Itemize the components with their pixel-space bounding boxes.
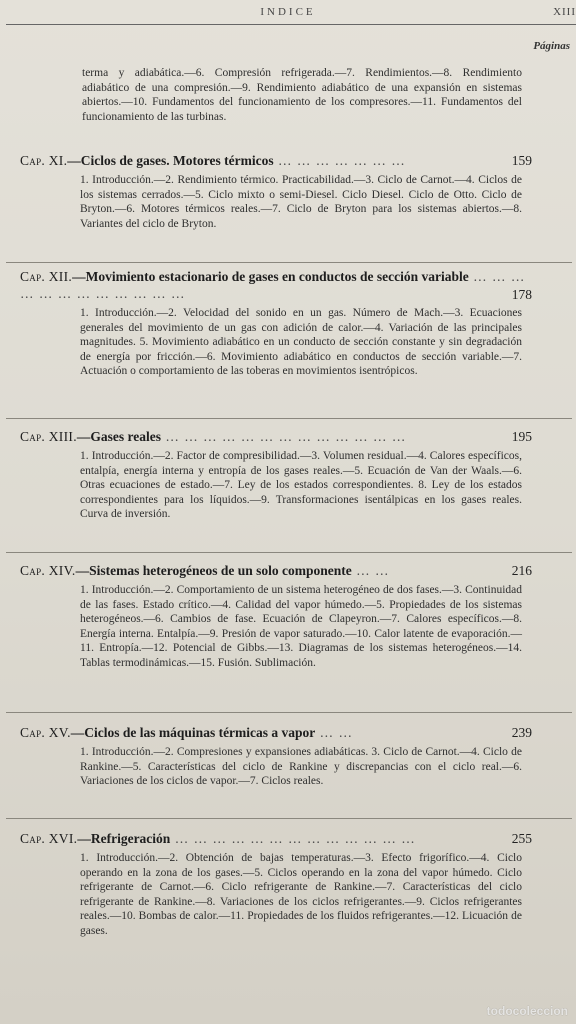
chapter-contents: 1. Introducción.—2. Comportamiento de un sistema heterogéneo de dos fases.—3. Continuidad de las fases. Estado crítico.—4. Calidad del vapor húmedo.—5. Propiedades de los sistemas heterogéneos.—6. Cambios de fase. Ecuación de Clapeyron.—7. Calores específicos.—8. Energía interna. Entalpía.—9. Presión de vapor saturado.—10. Calor latente de evaporación.—11. Entropía.—12. Potencial de Gibbs.—13. Diagramas de los sistemas heterogéneos.—14. Tablas termodinámicas.—15. Fusión. Sublimación. [80,584,522,669]
chapter-title: —Ciclos de las máquinas térmicas a vapor [70,725,316,740]
chapter-heading [20,428,530,445]
chapter-contents: 1. Introducción.—2. Rendimiento térmico. Practicabilidad.—3. Ciclo de Carnot.—4. Ciclos de los sistemas cerrados.—5. Ciclo mixto o semi-Diesel. Ciclo Diesel. Ciclo de Otto. Ciclo de Bryton.—6. Motores térmicos reales.—7. Ciclo de Bryton para los sistemas abiertos.—8. Variantes del ciclo de Bryton. [80,174,522,230]
continued-chapter-body: terma y adiabática.—6. Compresión refrigerada.—7. Rendimientos.—8. Rendimiento adiabático de una compresión.—9. Rendimiento adiabático de una expansión en sistemas abiertos.—10. Fundamentos del funcionamiento de los compresores.—11. Fundamentos del funcionamiento de las turbinas. [82,67,522,123]
chapter-heading [20,152,530,169]
chapter-xii [0,268,576,379]
chapter-heading [20,830,530,847]
chapter-number: Cap. XV. [20,725,71,740]
chapter-page-number: 255 [511,831,532,846]
running-header [0,6,576,24]
chapter-number: Cap. XIII. [20,429,77,444]
chapter-xi [0,152,576,231]
chapter-title: —Sistemas heterogéneos de un solo componente [75,563,352,578]
chapter-heading [20,268,530,302]
chapter-contents: 1. Introducción.—2. Factor de compresibilidad.—3. Volumen residual.—4. Calores específicos, entalpía, energía interna y entropía de los gases reales.—5. Ecuación de Van der Waals.—6. Otras ecuaciones de estado.—7. Ley de los estados correspondientes. 8. Ley de los estados correspondientes para los líquidos.—9. Transformaciones isentálpicas en los gases reales. Curva de inversión. [80,450,522,521]
header-page-number: XIII [553,6,576,18]
chapter-page-number: 195 [511,429,532,444]
pages-column-label: Páginas [533,40,570,52]
chapter-contents: 1. Introducción.—2. Obtención de bajas temperaturas.—3. Efecto frigorífico.—4. Ciclo operando en la zona de los gases.—5. Ciclos operando en la zona del vapor húmedo. Ciclo refrigerante de Carnot.—6. Ciclo refrigerante de Rankine.—7. Características del ciclo refrigerante de Rankine.—8. Variaciones de los ciclos refrigerantes.—9. Ciclos refrigerantes reales.—10. Bombas de calor.—11. Propiedades de los fluidos refrigerantes.—12. Licuación de gases. [80,852,522,937]
chapter-title: —Ciclos de gases. Motores térmicos [67,153,274,168]
leader-dots: … … … … … … … [273,153,406,168]
chapter-xiii [0,428,576,522]
leader-dots: … … [351,563,390,578]
chapter-title: —Movimiento estacionario de gases en conductos de sección variable [72,269,469,284]
chapter-contents: 1. Introducción.—2. Velocidad del sonido en un gas. Número de Mach.—3. Ecuaciones generales del movimiento de un gas con adición de calor.—4. Variación de las principales magnitudes. 5. Movimiento adiabático en un conducto de sección constante y sin degradación de energía por fricción.—6. Movimiento adiabático en conductos de sección variable.—7. Actuación o comportamiento de las toberas en movimientos isentrópicos. [80,307,522,378]
chapter-xvi [0,830,576,939]
chapter-page-number: 216 [511,563,532,578]
leader-dots: … … [315,725,354,740]
chapter-contents: 1. Introducción.—2. Compresiones y expansiones adiabáticas. 3. Ciclo de Carnot.—4. Ciclo de Rankine.—5. Características del ciclo de Rankine y discrepancias con el ciclo real.—6. Variaciones de los ciclos de vapor.—7. Ciclos reales. [80,746,522,788]
chapter-page-number: 239 [511,725,532,740]
chapter-page-number: 159 [511,153,532,168]
section-divider [6,818,572,819]
section-divider [6,262,572,263]
header-rule [6,24,576,25]
chapter-heading [20,562,530,579]
section-divider [6,712,572,713]
chapter-page-number: 178 [511,287,532,302]
chapter-xv [0,724,576,789]
header-title: INDICE [260,6,316,18]
chapter-number: Cap. XI. [20,153,68,168]
section-divider [6,552,572,553]
chapter-xiv [0,562,576,671]
section-divider [6,418,572,419]
leader-dots: … … … … … … … … … … … … … [170,831,416,846]
watermark-logo: todocoleccion [486,1004,568,1018]
chapter-number: Cap. XVI. [20,831,78,846]
leader-dots: … … … … … … … … … … … … [20,269,526,301]
chapter-title: —Refrigeración [77,831,171,846]
chapter-number: Cap. XII. [20,269,73,284]
chapter-heading [20,724,530,741]
chapter-title: —Gases reales [76,429,161,444]
leader-dots: … … … … … … … … … … … … … [161,429,407,444]
chapter-number: Cap. XIV. [20,563,76,578]
